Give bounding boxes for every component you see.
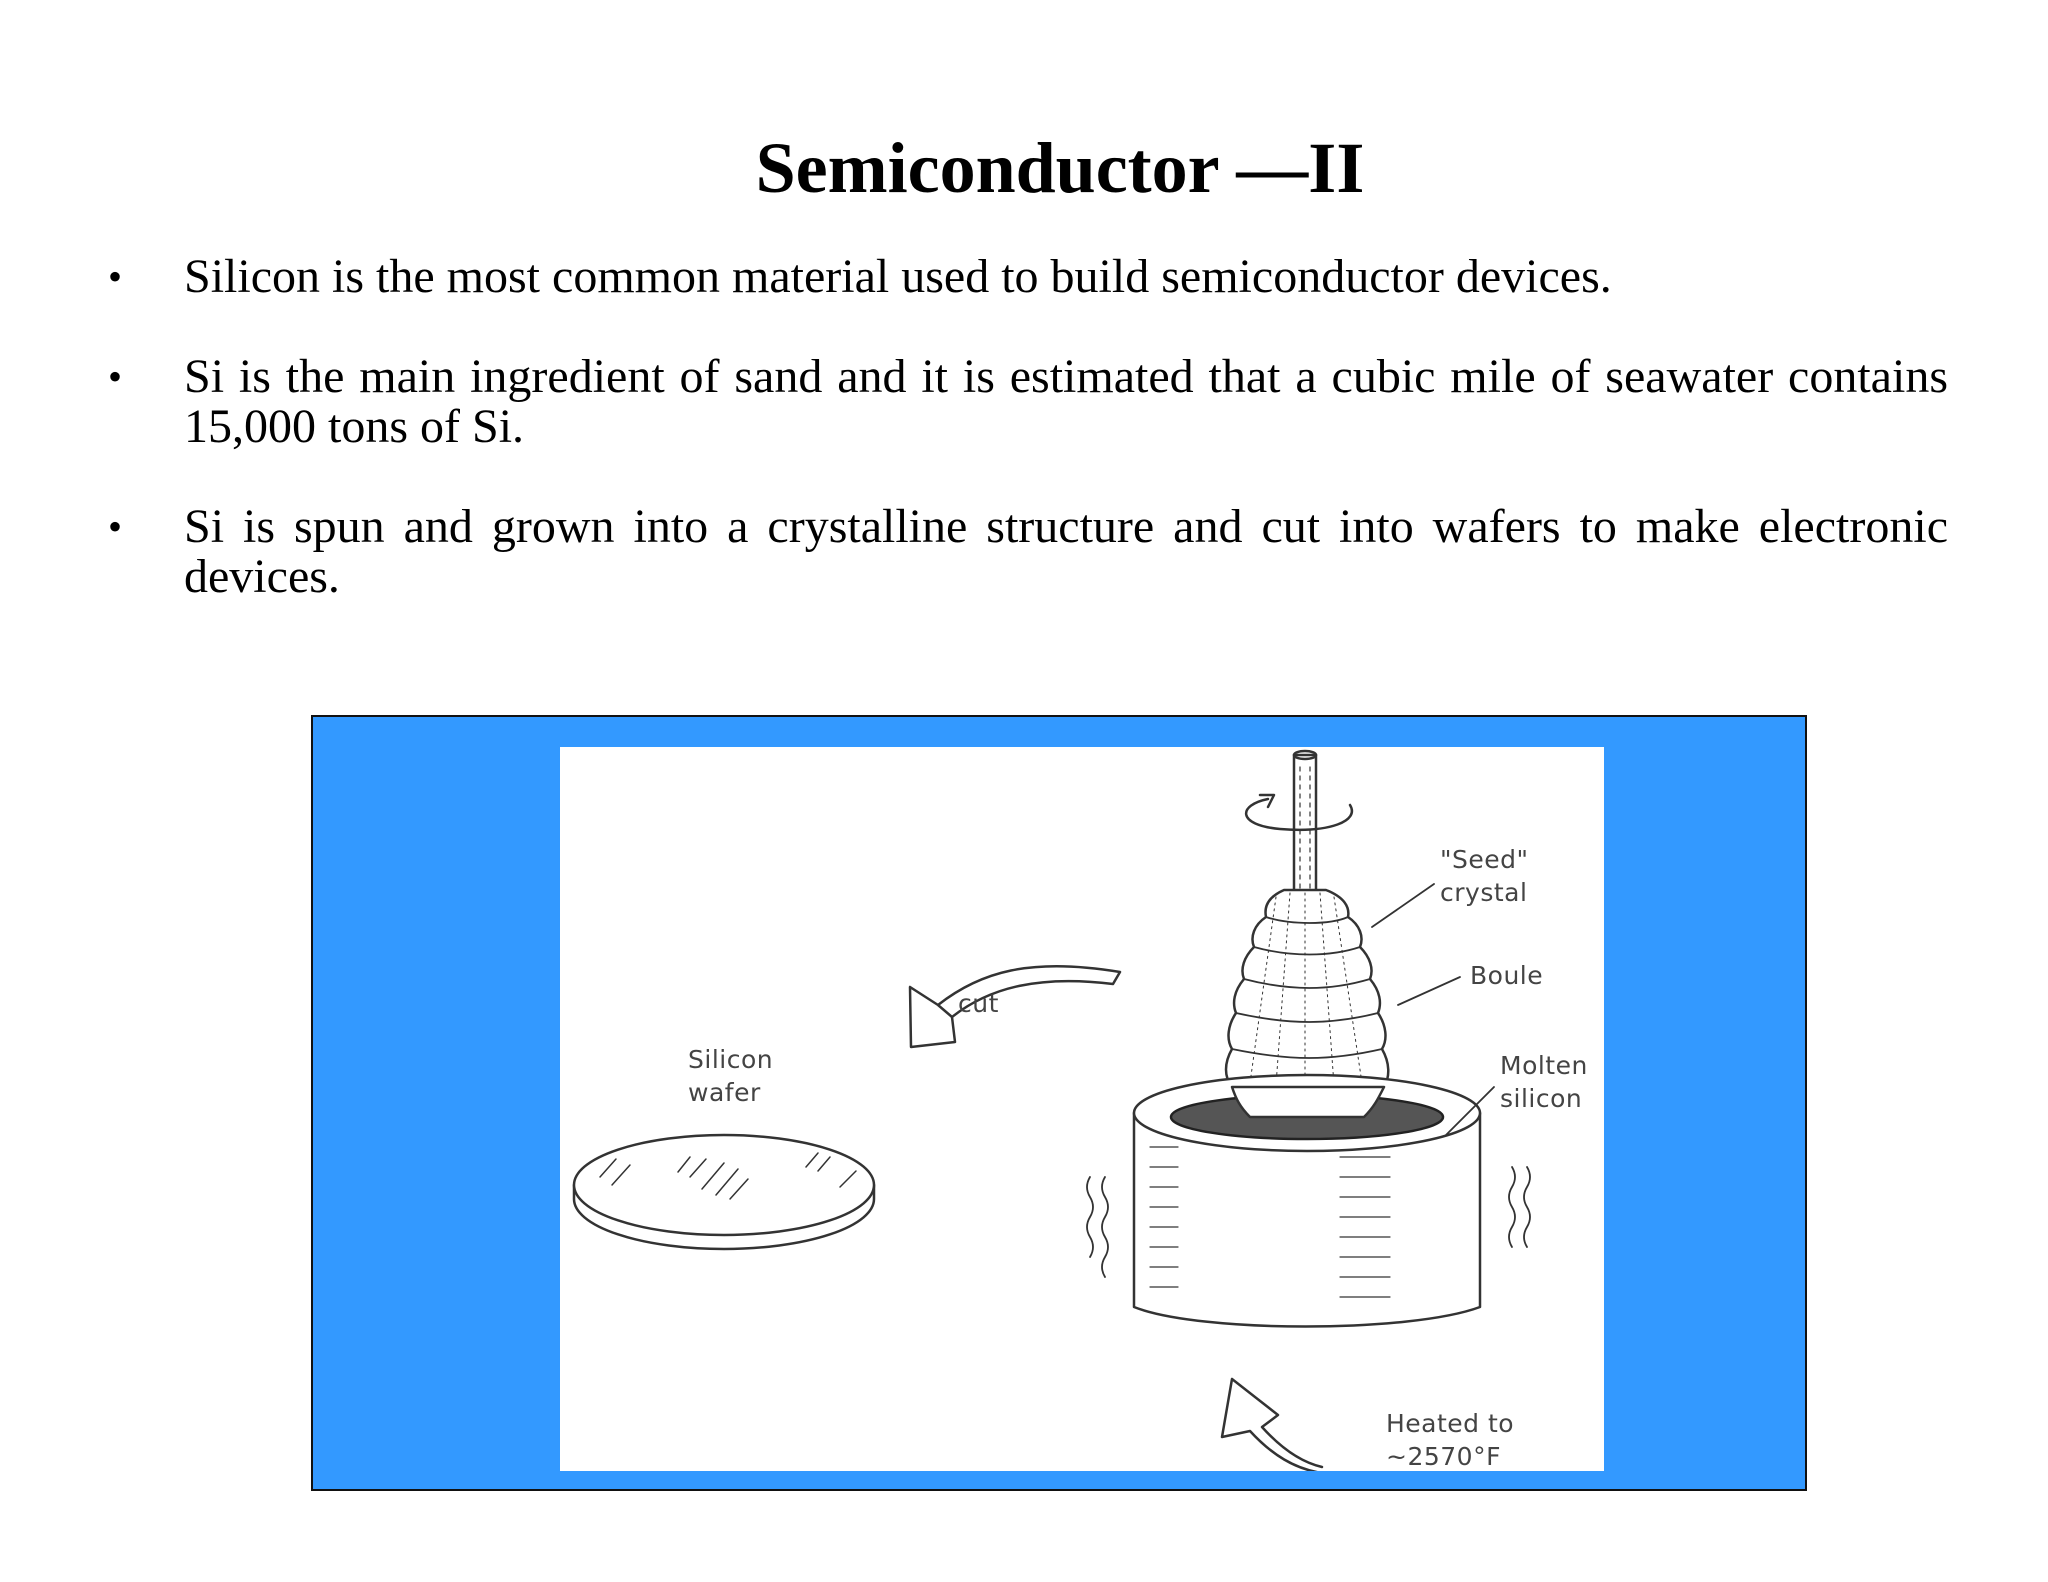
cut-label: cut bbox=[958, 989, 999, 1018]
bullet-marker: • bbox=[108, 254, 123, 299]
boule-drawing bbox=[1226, 890, 1388, 1087]
bullet-item bbox=[108, 502, 1948, 602]
heated-label: Heated to ~2570°F bbox=[1386, 1409, 1515, 1471]
cut-arrow-icon bbox=[910, 966, 1120, 1047]
bullet-marker: • bbox=[108, 354, 123, 399]
seed-crystal-label: "Seed" crystal bbox=[1440, 845, 1529, 907]
silicon-wafer-drawing bbox=[574, 1135, 874, 1249]
heat-arrow-icon bbox=[1222, 1379, 1322, 1471]
slide-title: Semiconductor —II bbox=[755, 128, 1365, 208]
silicon-wafer-label: Silicon wafer bbox=[688, 1045, 774, 1107]
bullet-list bbox=[108, 252, 1948, 602]
bullet-item bbox=[108, 352, 1948, 452]
bullet-text: Si is spun and grown into a crystalline structure and cut into wafers to make electronic devices. bbox=[184, 500, 1948, 603]
bullet-marker: • bbox=[108, 504, 123, 549]
seed-crystal-rod bbox=[1294, 751, 1316, 905]
bullet-text: Silicon is the most common material used to build semiconductor devices. bbox=[184, 250, 1612, 303]
crystal-growth-illustration bbox=[560, 747, 1604, 1471]
molten-silicon-label: Molten silicon bbox=[1500, 1051, 1588, 1113]
boule-label: Boule bbox=[1470, 961, 1544, 990]
bullet-text: Si is the main ingredient of sand and it is estimated that a cubic mile of seawater contains 15,000 tons of Si. bbox=[184, 350, 1948, 453]
bullet-item bbox=[108, 252, 1948, 302]
crucible-drawing bbox=[1134, 1075, 1480, 1327]
